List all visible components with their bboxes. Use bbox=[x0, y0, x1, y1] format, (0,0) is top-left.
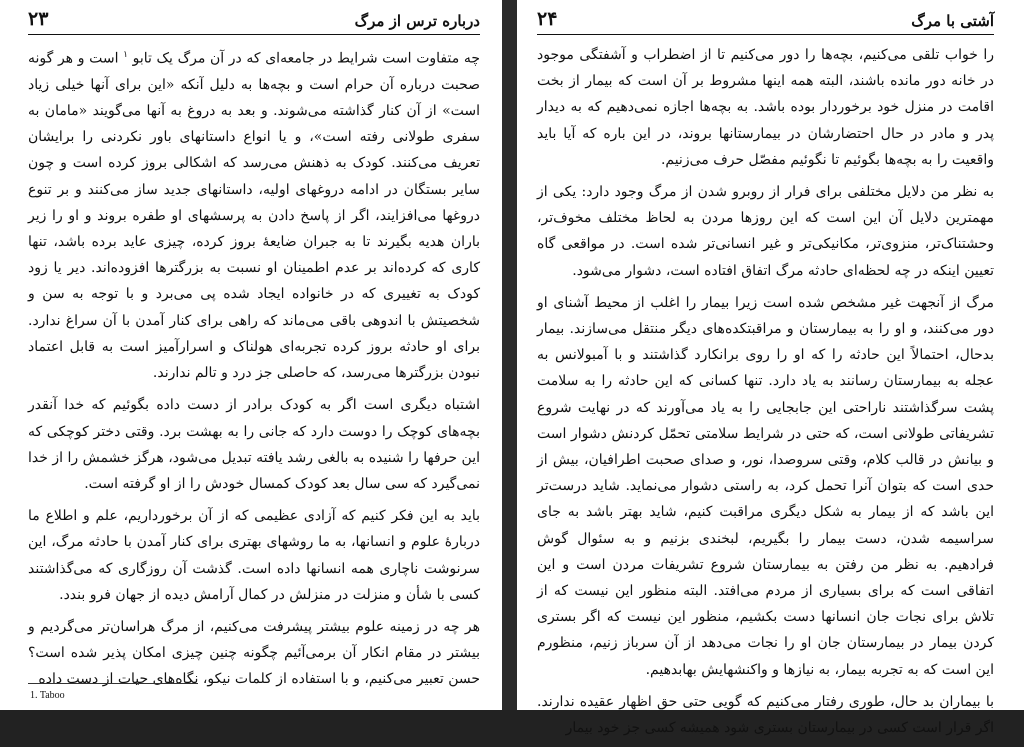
left-page-number: ۲۳ bbox=[28, 8, 49, 30]
right-page bbox=[517, 0, 1024, 737]
right-page-header bbox=[537, 8, 994, 35]
left-paragraph: اشتباه دیگری است اگر به کودک برادر از دست داده بگوئیم که خدا آنقدر بچه‌های کوچک را دوست دارد که جانی را به بهشت برد. وقتی دختر کوچکی که این حرفها را شنیده به بالغی رشد یافته تبدیل می‌شود، هرگز خشمش را از خدا نمی‌گیرد که سی سال بعد کودک کمسال خودش را از او گرفته است. bbox=[28, 397, 480, 492]
left-paragraph bbox=[28, 42, 480, 386]
right-paragraph: با بیماران بد حال، طوری رفتار می‌کنیم که گویی حتی حق اظهار عقیده ندارند. اگر قرار است کسی در بیمارستان بستری شود همیشه کسی جز خود بیمار bbox=[537, 693, 994, 737]
right-page-number: ۲۴ bbox=[537, 8, 558, 30]
left-paragraph-text: گونه صحبت درباره آن حرام است و بچه‌ها به دلیل آنکه «این برای آنها خیلی زیاد است» از آن کنار گذاشته می‌شوند. و بعد به دروغ به آنها می‌گویند «مامان به سفری طولانی رفته است»، و یا انواع داستانهای باور نکردنی را برایشان تعریف می‌کنند. کودک به ذهنش می‌رسد که اشکالی بروز کرده است و چون سایر بستگان در ادامه دروغهای اولیه، داستانهای جدید ساز می‌کنند و بر تنوع دروغها می‌افزایند، اگر از پاسخ دادن به پرسشهای او طفره بروند و او را زیر باران هدیه بگیرند تا به جبران ضایعهٔ بروز کرده، چیزی عاید برده باشد، تنها کاری که کرده‌اند بر عدم اطمینان او نسبت به بزرگترها افزوده‌اند. دیر یا زود کودک به تغییری که در خانواده ایجاد شده پی می‌برد و با توجه به سن و شخصیتش با اندوهی باقی می‌ماند که راهی برای کنار آمدن با آن سراغ ندارد. برای او حادثه بروز کرده تجربه‌ای هولناک و اسرارآمیز است به قابل اعتماد نبودن بزرگترها می‌رسد، که حاصلی جز درد و تالم ندارند. bbox=[28, 50, 480, 382]
right-paragraph: را خواب تلقی می‌کنیم، بچه‌ها را دور می‌کنیم تا از اضطراب و آشفتگی موجود در خانه دور مانده باشند، البته همه اینها مشروط بر آن است که بیمار از بخت اقامت در منزل خود برخوردار بوده باشد. به بچه‌ها اجازه نمی‌دهیم که به دیدار پدر و مادر در حال احتضارشان در بیمارستانها بروند، در این باره که آیا باید واقعیت را به بچه‌ها بگوئیم تا نگوئیم مفصّل حرف می‌زنیم. bbox=[537, 47, 994, 168]
right-paragraph: مرگ از آنجهت غیر مشخص شده است زیرا بیمار را اغلب از محیط آشنای او دور می‌کنند، و او را به بیمارستان و مراقبتکده‌های دیگر منتقل می‌سازند. بیمار بدحال، احتمالاً این حادثه را که او را روی برانکارد گذاشتند و با آمبولانس به عجله به بیمارستان رسانند به یاد دارد. تنها کسانی که این حادثه را به سلامت پشت سرگذاشتند ناراحتی این جابجایی را به یاد می‌آورند که در نهایت شروع تشریفاتی طولانی است، که حتی در شرایط سلامتی تحمّل کردنش دشوار است و بیانش در قالب کلام، وقتی سروصدا، نور، و صدای صحبت اطرافیان، بیش از حدی است که بتوان آنرا تحمل کرد، به راستی دشوار می‌نماید. شاید درست‌تر این باشد که از بیمار به شکل دیگری مراقبت کنیم، شاید بهتر باشد به جای سراسیمه شدن، دست بیمار را بگیریم، لبخندی بزنیم و به سئوال گوش فرادهیم. به نظر من رفتن به بیمارستان شروع تشریفات مردن است و این اتفاقی است که برای بسیاری از مردم می‌افتد. البته منظور این نیست که از تلاش برای نجات جان انسانها دست بکشیم، منظور این نیست که اگر بستری کردن بیمار در بیمارستان جان او را نجات می‌دهد از آن سرباز زنیم، منظورم این است که به تجربه بیمار، به نیازها و واکنشهایش بهابدهیم. bbox=[537, 294, 994, 678]
footnote: 1. Taboo bbox=[30, 690, 65, 701]
left-page-header bbox=[28, 8, 480, 35]
left-page bbox=[0, 0, 502, 710]
left-paragraph-text: چه متفاوت است شرایط در جامعه‌ای که در آن مرگ یک تابو bbox=[132, 50, 480, 67]
footnote-marker: ۱ bbox=[123, 50, 128, 60]
footnote-rule bbox=[28, 683, 198, 684]
right-page-body bbox=[537, 42, 994, 747]
right-running-title: آشتی با مرگ bbox=[911, 12, 994, 30]
book-gutter bbox=[502, 0, 517, 710]
right-paragraph: به نظر من دلایل مختلفی برای فرار از روبرو شدن از مرگ وجود دارد: یکی از مهمترین دلایل آن این است که این روزها مردن به لحاظ مختلف مخوف‌تر، وحشتناک‌تر، منزوی‌تر، مکانیکی‌تر و غیر انسانی‌تر شده است. در مواقعی گاه تعیین اینکه در چه لحظه‌ای حادثه مرگ اتفاق افتاده است، دشوار می‌شود. bbox=[537, 184, 994, 279]
left-running-title: درباره ترس از مرگ bbox=[354, 12, 480, 30]
left-page-body bbox=[28, 42, 480, 699]
left-paragraph: هر چه در زمینه علوم بیشتر پیشرفت می‌کنیم، از مرگ هراسان‌تر می‌گردیم و بیشتر در مقام انکار آن برمی‌آئیم چگونه چنین چیزی امکان پذیر شده است؟ حسن تعبیر می‌کنیم، و با استفاده از کلمات نیکو، نگاه‌های حیات از دست داده bbox=[28, 618, 480, 688]
left-first-line-tail: است و هر bbox=[57, 50, 119, 67]
left-paragraph: باید به این فکر کنیم که آزادی عظیمی که از آن برخورداریم، علم و اطلاع ما دربارهٔ علوم و انسانها، به ما روشهای بهتری برای کنار آمدن با حادثه مرگ، این سرنوشت ناچاری همه انسانها داده است. گذشت آن روزگاری که می‌گذاشتند کسی با شأن و منزلت در منزلش در کمال آرامش دیده از جهان فرو بندد. bbox=[28, 508, 480, 603]
